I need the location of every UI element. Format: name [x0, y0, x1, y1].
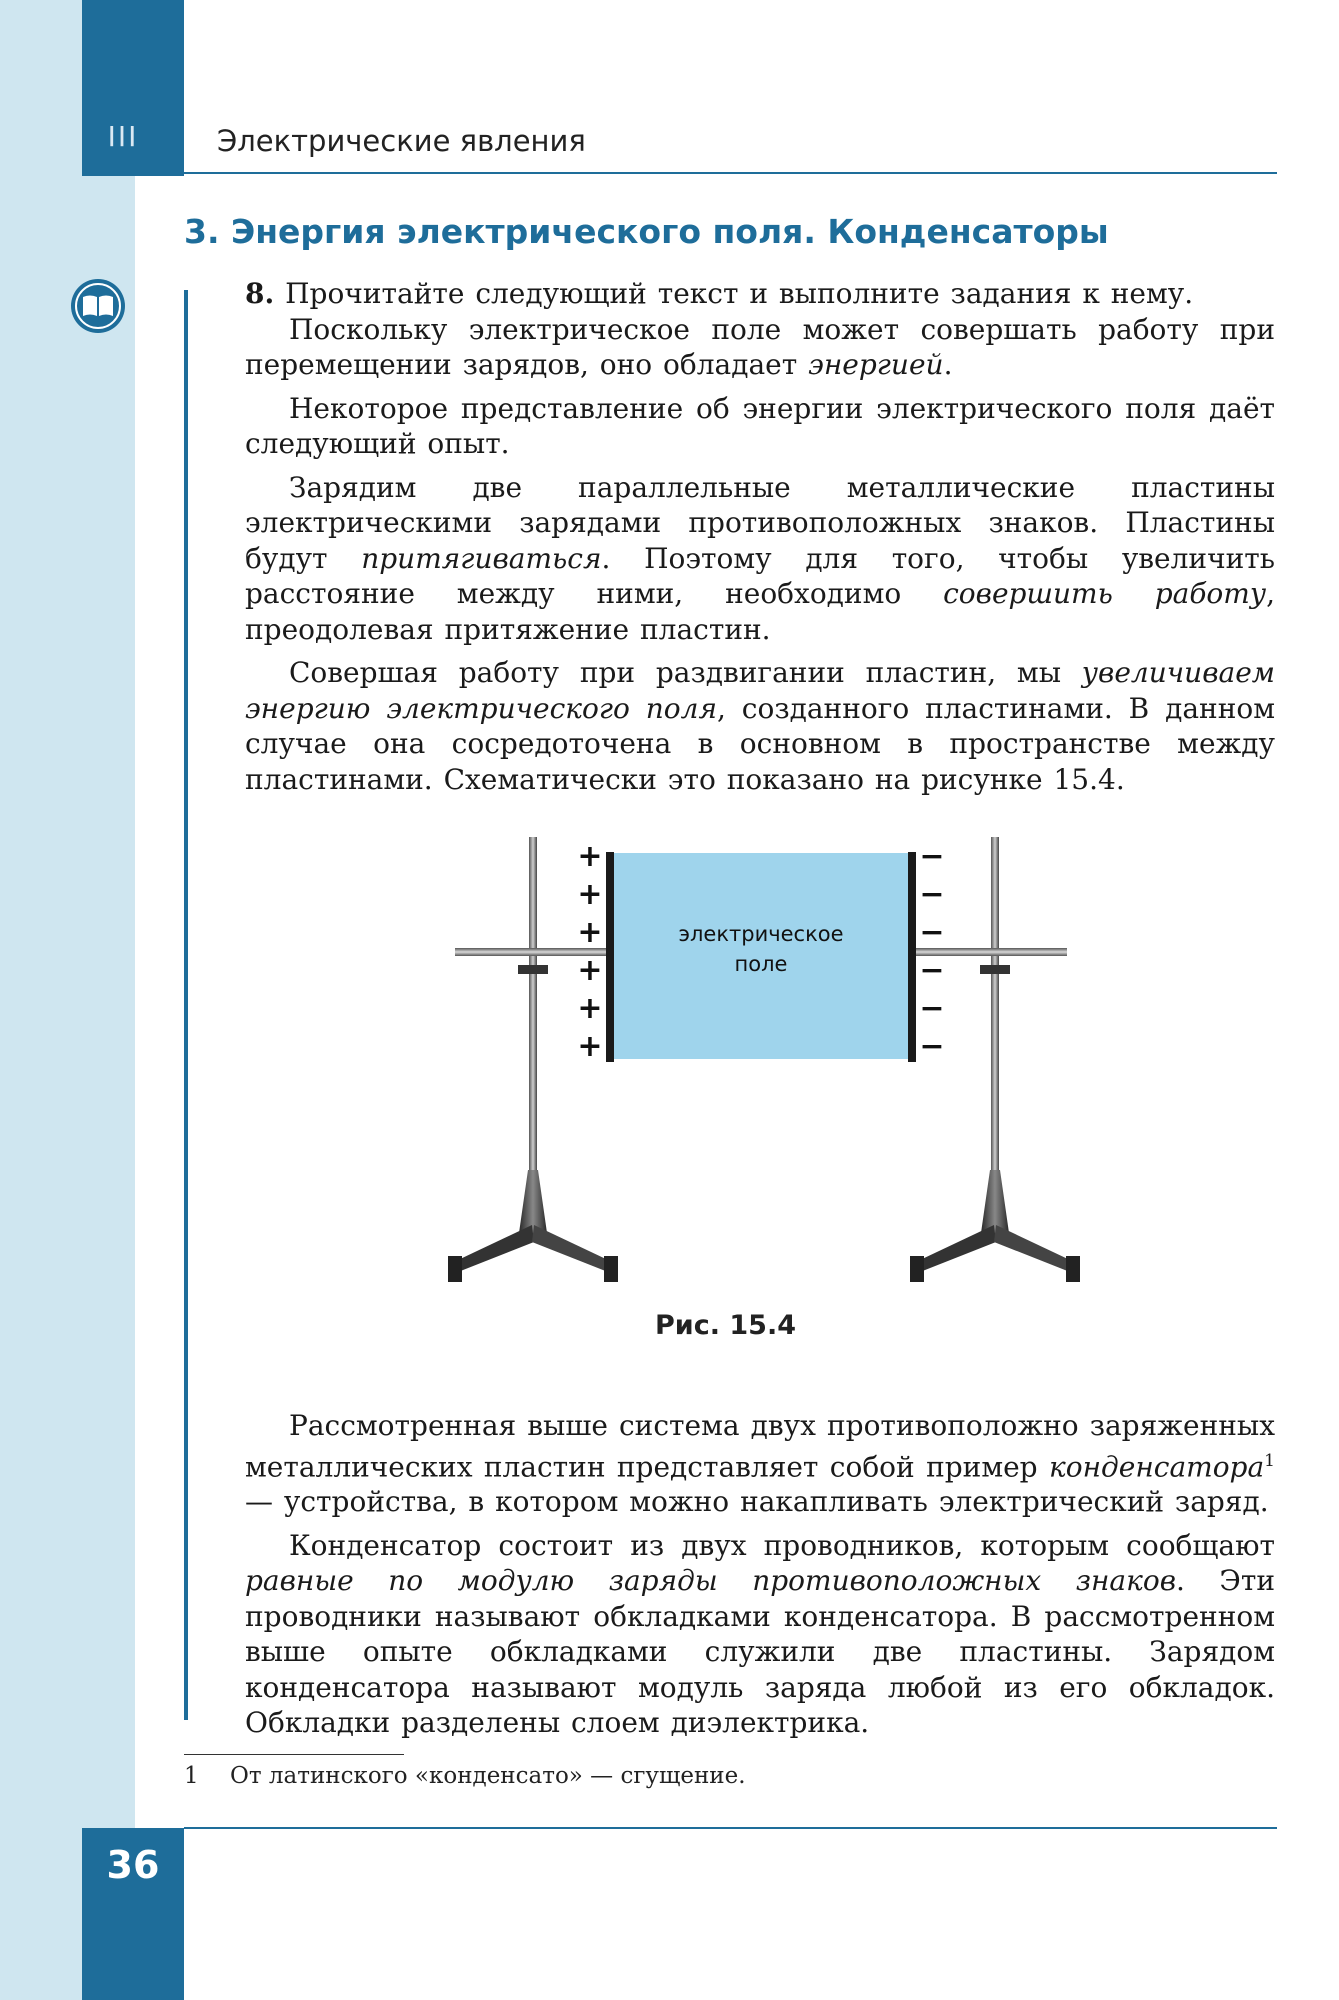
reading-margin-bar — [184, 290, 188, 1720]
paragraph-6-text-a: Конденсатор состоит из двух проводников, которым сообщают — [289, 1528, 1275, 1562]
minus-sign: − — [919, 915, 945, 950]
header-divider — [184, 172, 1277, 174]
capacitor-figure — [430, 830, 1090, 1290]
paragraph-3 — [245, 470, 1275, 648]
paragraph-4 — [245, 655, 1275, 797]
open-book-icon — [70, 278, 126, 334]
paragraph-3-emphasis-1: притягиваться — [361, 541, 602, 575]
paragraph-4-emphasis: увеличиваем энергию электрического поля — [245, 656, 1275, 725]
negative-plate — [908, 852, 916, 1062]
footer-divider — [184, 1827, 1277, 1829]
field-label-line-1: электрическое — [678, 922, 844, 946]
paragraph-6 — [245, 1528, 1275, 1741]
paragraph-1-emphasis: энергией — [808, 348, 944, 381]
paragraph-5-text-a: Рассмотренная выше система двух противоположно заряженных металлических пластин представляет собой пример — [245, 1409, 1275, 1483]
plus-sign: + — [577, 915, 603, 950]
text-block-upper — [245, 276, 1275, 797]
footnote-text: От латинского «конденсато» — сгущение. — [230, 1763, 746, 1789]
paragraph-1-text: Поскольку электрическое поле может совершать работу при перемещении зарядов, оно обладает — [245, 312, 1275, 381]
plus-sign: + — [577, 839, 603, 874]
paragraph-2: Некоторое представление об энергии электрического поля даёт следующий опыт. — [245, 391, 1275, 460]
page-number: 36 — [106, 1843, 160, 1887]
paragraph-6-text-b: . Эти проводники называют обкладками конденсатора. В рассмотренном выше опыте обкладками служили две пластины. Зарядом конденсатора называют модуль заряда любой из его обкладок. Обкладки разделены слоем диэлектрика. — [245, 1564, 1275, 1740]
minus-sign: − — [919, 953, 945, 988]
plus-sign: + — [577, 991, 603, 1026]
paragraph-5-emphasis: конденсатора — [1048, 1449, 1265, 1483]
paragraph-4-text-a: Совершая работу при раздвигании пластин, мы — [289, 656, 1082, 689]
text-block-lower — [245, 1408, 1275, 1741]
minus-sign: − — [919, 1029, 945, 1064]
task-instruction: Прочитайте следующий текст и выполните задания к нему. — [285, 277, 1194, 310]
footnote-mark: 1 — [184, 1763, 199, 1789]
paragraph-3-text-a: Зарядим две параллельные металлические пластины электрическими зарядами противоположных знаков. Пластины будут — [245, 470, 1275, 575]
footnote-divider — [184, 1754, 404, 1755]
minus-sign: − — [919, 991, 945, 1026]
section-title: 3. Энергия электрического поля. Конденсаторы — [184, 212, 1109, 251]
minus-sign: − — [919, 877, 945, 912]
paragraph-1 — [245, 312, 1275, 383]
footnote — [184, 1763, 746, 1789]
paragraph-3-text-b: . Поэтому для того, чтобы увеличить расстояние между ними, необходимо — [245, 541, 1275, 610]
paragraph-3-emphasis-2: совершить работу — [943, 577, 1267, 610]
paragraph-1-end: . — [943, 348, 953, 381]
positive-plate — [606, 852, 614, 1062]
plus-sign: + — [577, 1029, 603, 1064]
paragraph-5-text-b: — устройства, в котором можно накапливать электрический заряд. — [245, 1485, 1269, 1519]
plus-sign: + — [577, 877, 603, 912]
field-label-line-2: поле — [734, 952, 788, 976]
task-number: 8. — [245, 277, 275, 310]
paragraph-3-text-c: , преодолевая притяжение пластин. — [245, 577, 1275, 646]
footnote-reference[interactable]: 1 — [1264, 1450, 1275, 1471]
chapter-title: Электрические явления — [217, 124, 586, 158]
paragraph-4-text-b: , созданного пластинами. В данном случае она сосредоточена в основном в пространстве между пластинами. Схематически это показано на рисунке 15.4. — [245, 691, 1275, 796]
minus-sign: − — [919, 839, 945, 874]
chapter-number: III — [107, 120, 139, 153]
paragraph-5 — [245, 1408, 1275, 1520]
paragraph-6-emphasis: равные по модулю заряды противоположных знаков — [245, 1564, 1176, 1598]
plus-sign: + — [577, 953, 603, 988]
figure-caption: Рис. 15.4 — [655, 1310, 796, 1341]
task-paragraph — [245, 276, 1275, 312]
